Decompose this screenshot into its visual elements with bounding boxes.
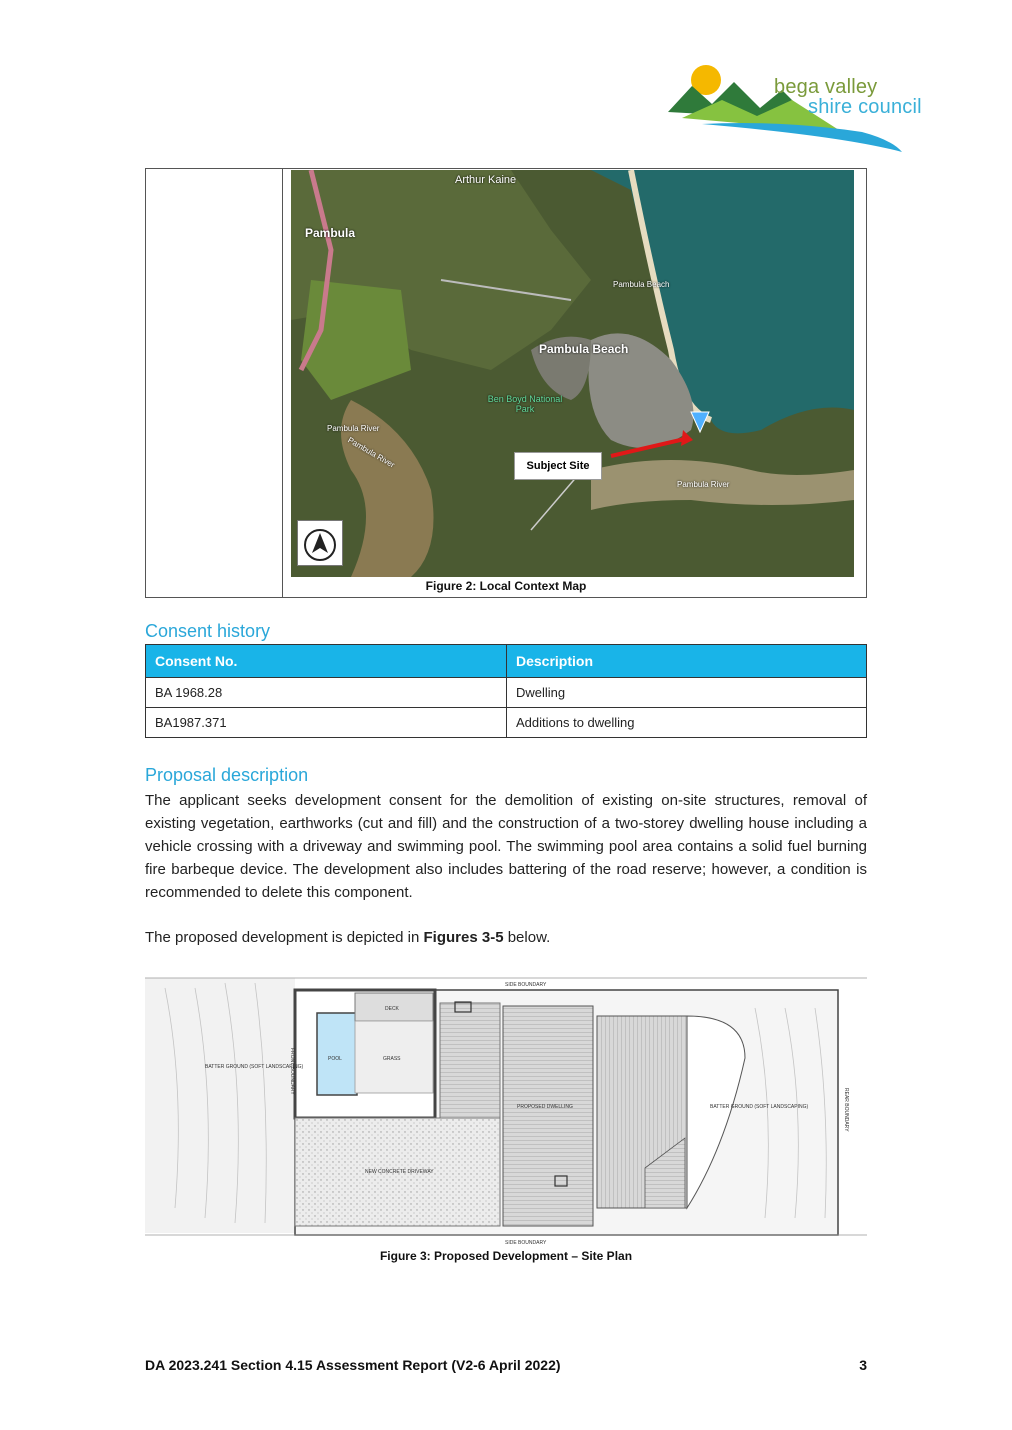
table-row	[146, 708, 867, 738]
logo-text-line2: shire council	[808, 96, 922, 118]
table-header-row	[146, 645, 867, 678]
aerial-map-graphic	[291, 170, 854, 577]
logo-water	[702, 123, 902, 152]
logo-text-line1: bega valley	[774, 76, 878, 98]
plan-label-side-boundary-bottom: SIDE BOUNDARY	[505, 1240, 547, 1246]
proposal-paragraph: The applicant seeks development consent for the demolition of existing on-site structures, removal of existing vegetation, earthworks (cut and fill) and the construction of a two-storey dwelling house including a vehicle crossing with a driveway and swimming pool. The swimming pool area contains a solid fuel burning fire barbeque device. The development also includes battering of the road reserve; however, a condition is recommended to delete this component.	[145, 792, 867, 901]
plan-label-rear-boundary: REAR BOUNDARY	[843, 1088, 849, 1132]
paragraph-suffix: below.	[503, 929, 551, 946]
plan-label-proposed-dwelling: PROPOSED DWELLING	[517, 1104, 573, 1110]
plan-label-front-boundary: FRONT BOUNDARY	[289, 1048, 295, 1095]
description-cell: Additions to dwelling	[507, 708, 867, 738]
description-cell: Dwelling	[507, 678, 867, 708]
footer-text: DA 2023.241 Section 4.15 Assessment Report (V2-6 April 2022)	[145, 1357, 561, 1373]
plan-label-grass: GRASS	[383, 1056, 401, 1062]
context-map-table	[145, 168, 867, 598]
site-plan-figure	[145, 968, 867, 1248]
map-label-pambula-beach-small: Pambula Beach	[613, 280, 670, 289]
north-arrow	[297, 520, 343, 566]
consent-history-heading: Consent history	[145, 621, 271, 641]
consent-no-cell: BA 1968.28	[146, 678, 507, 708]
north-arrow-icon	[298, 521, 342, 565]
proposal-figures-reference	[145, 926, 867, 949]
council-logo	[662, 60, 952, 160]
figures-reference: Figures 3-5	[423, 929, 504, 946]
map-label-arthur-kaine: Arthur Kaine	[455, 174, 517, 186]
plan-label-deck: DECK	[385, 1006, 399, 1012]
context-map-empty-cell	[146, 169, 283, 597]
table-row	[146, 678, 867, 708]
column-header-consent-no: Consent No.	[146, 645, 507, 678]
map-label-pambula: Pambula	[305, 226, 356, 240]
figure2-caption: Figure 2: Local Context Map	[425, 579, 587, 593]
figure3-caption: Figure 3: Proposed Development – Site Plan	[379, 1249, 633, 1263]
map-label-pambula-river-2: Pambula River	[346, 435, 397, 470]
pool-shape	[317, 1013, 357, 1095]
page-number: 3	[859, 1357, 867, 1373]
subject-site-label: Subject Site	[514, 452, 602, 480]
plan-label-driveway: NEW CONCRETE DRIVEWAY	[365, 1169, 434, 1175]
map-label-pambula-beach: Pambula Beach	[539, 342, 629, 356]
map-label-pambula-river-3: Pambula River	[677, 480, 730, 489]
page-footer	[145, 1357, 867, 1373]
plan-label-batter-left: BATTER GROUND (SOFT LANDSCAPING)	[205, 1064, 304, 1070]
map-label-ben-boyd: Ben Boyd National Park	[487, 394, 563, 414]
consent-history-table	[145, 644, 867, 738]
site-plan-drawing	[145, 968, 867, 1248]
map-label-pambula-river-1: Pambula River	[327, 424, 380, 433]
plan-label-side-boundary-top: SIDE BOUNDARY	[505, 982, 547, 988]
paragraph-prefix: The proposed development is depicted in	[145, 929, 424, 946]
plan-label-pool: POOL	[328, 1056, 342, 1062]
consent-no-cell: BA1987.371	[146, 708, 507, 738]
plan-label-batter-right: BATTER GROUND (SOFT LANDSCAPING)	[710, 1104, 809, 1110]
local-context-map	[291, 170, 854, 577]
proposal-description-heading: Proposal description	[145, 765, 309, 785]
column-header-description: Description	[507, 645, 867, 678]
